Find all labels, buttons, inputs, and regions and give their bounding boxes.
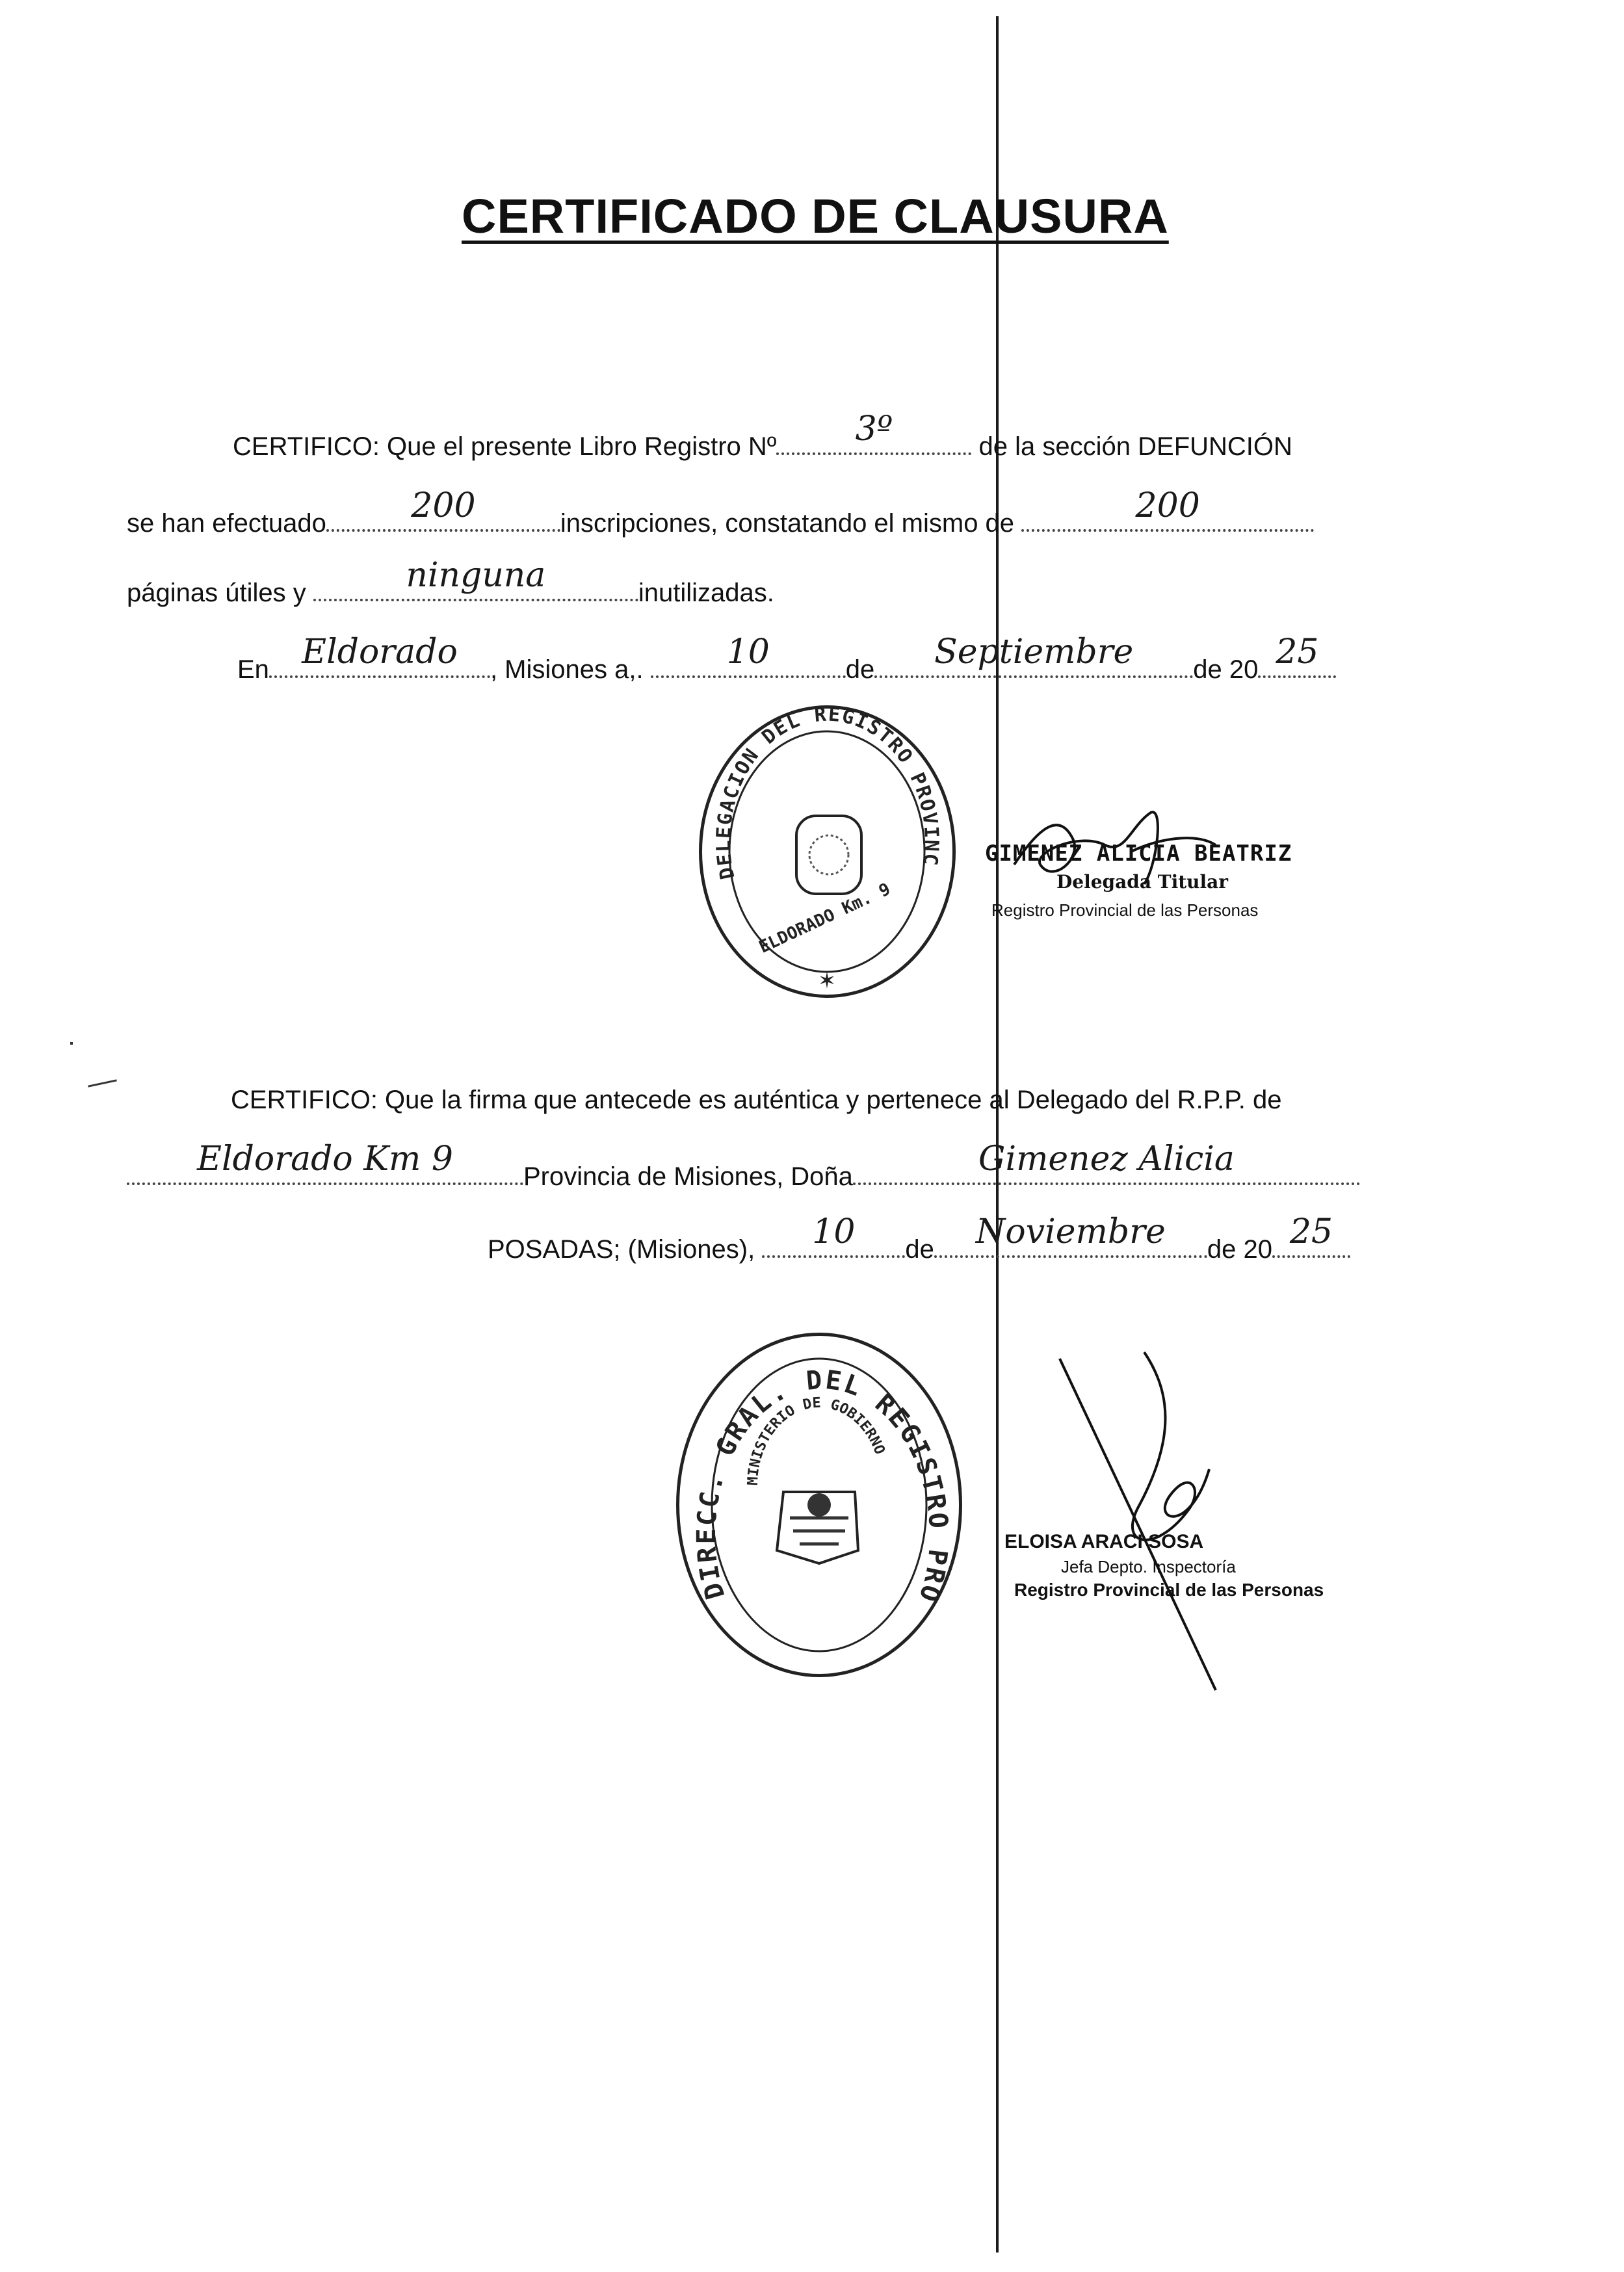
cert2-line1: CERTIFICO: Que la firma que antecede es auténtica y pertenece al Delegado del R.P.P. de xyxy=(231,1086,1282,1114)
cert2-lugar-handwritten: Eldorado Km 9 xyxy=(197,1140,453,1179)
seal2-inner-text: MINISTERIO DE GOBIERNO xyxy=(744,1394,888,1486)
cert2-anio-field xyxy=(1272,1212,1350,1258)
cert1-text-c: se han efectuado xyxy=(127,509,326,538)
paginas-handwritten: 200 xyxy=(1135,486,1200,525)
lugar-field xyxy=(269,633,490,678)
cert2-dia-handwritten: 10 xyxy=(812,1212,856,1251)
cert2-mes-field xyxy=(934,1212,1207,1258)
page-fold-line xyxy=(996,16,999,2252)
cert1-text-j: de 20 xyxy=(1193,655,1259,684)
cert1-text-i: de xyxy=(845,655,875,684)
inscripciones-handwritten: 200 xyxy=(411,486,476,525)
signer2-org: Registro Provincial de las Personas xyxy=(1014,1580,1324,1600)
anio-field xyxy=(1258,633,1336,678)
cert1-text-e: páginas útiles y xyxy=(127,579,306,607)
svg-text:✶: ✶ xyxy=(817,969,837,993)
libro-number-handwritten: 3º xyxy=(855,410,893,449)
cert2-text-a: Provincia de Misiones, Doña xyxy=(523,1162,853,1191)
cert2-text-c: de xyxy=(905,1235,934,1264)
cert1-text-d: inscripciones, constatando el mismo de xyxy=(560,509,1015,538)
cert2-line3 xyxy=(488,1212,1350,1264)
svg-text:DIRECC. GRAL. DEL REGISTRO PRO xyxy=(679,1336,953,1607)
cert1-line3 xyxy=(127,556,774,608)
signer2-role: Jefa Depto. Inspectoría xyxy=(1061,1557,1236,1576)
cert1-text-h: , Misiones a,. xyxy=(490,655,644,684)
inscripciones-field xyxy=(326,486,560,532)
stray-dot xyxy=(70,1042,73,1045)
anio-handwritten: 25 xyxy=(1276,633,1319,672)
cert1-line1 xyxy=(233,410,1292,462)
inutilizadas-handwritten: ninguna xyxy=(406,556,546,595)
cert2-dia-field xyxy=(762,1212,905,1258)
mes-handwritten: Septiembre xyxy=(934,633,1134,672)
lugar-handwritten: Eldorado xyxy=(302,633,458,672)
mes-field xyxy=(874,633,1193,678)
direccion-seal xyxy=(676,1333,962,1677)
seal2-ring-text: DIRECC. GRAL. DEL REGISTRO PRO xyxy=(691,1365,954,1607)
cert1-line4 xyxy=(237,633,1336,685)
libro-number-field xyxy=(776,410,971,455)
cert1-text-b: de la sección DEFUNCIÓN xyxy=(978,432,1292,461)
cert2-nombre-handwritten: Gimenez Alicia xyxy=(978,1140,1235,1179)
signature-sosa xyxy=(1040,1339,1261,1703)
cert1-text-g: En xyxy=(237,655,269,684)
inutilizadas-field xyxy=(313,556,638,601)
cert1-text-f: inutilizadas. xyxy=(638,579,774,607)
cert2-anio-handwritten: 25 xyxy=(1289,1212,1333,1251)
signer1-name: GIMENEZ ALICIA BEATRIZ xyxy=(985,841,1292,867)
stray-ink-mark xyxy=(88,1079,117,1087)
dia-field xyxy=(651,633,846,678)
direccion-seal-graphic xyxy=(679,1336,959,1674)
seal1-ring-text: DELEGACION DEL REGISTRO PROVINC xyxy=(712,709,943,881)
paginas-field xyxy=(1021,486,1314,532)
signer1-role: Delegada Titular xyxy=(1056,871,1229,893)
page-title: CERTIFICADO DE CLAUSURA xyxy=(462,189,1169,243)
signer2-name: ELOISA ARACI SOSA xyxy=(1004,1531,1204,1552)
cert2-nombre-field xyxy=(853,1140,1360,1185)
cert1-text-a: CERTIFICO: Que el presente Libro Registro Nº xyxy=(233,432,777,461)
cert2-lugar-field xyxy=(127,1140,523,1185)
delegacion-seal-graphic xyxy=(702,709,952,995)
signer1-org: Registro Provincial de las Personas xyxy=(991,900,1259,920)
delegacion-seal xyxy=(699,705,956,998)
cert2-text-b: POSADAS; (Misiones), xyxy=(488,1235,755,1264)
cert1-line2 xyxy=(127,486,1314,538)
cert2-text-d: de 20 xyxy=(1207,1235,1272,1264)
cert2-mes-handwritten: Noviembre xyxy=(975,1212,1166,1251)
svg-text:DELEGACION DEL REGISTRO PROVIN xyxy=(702,709,943,881)
cert2-line2 xyxy=(127,1140,1360,1192)
dia-handwritten: 10 xyxy=(726,633,770,672)
seal1-bottom-text: ELDORADO Km. 9 xyxy=(755,879,894,958)
